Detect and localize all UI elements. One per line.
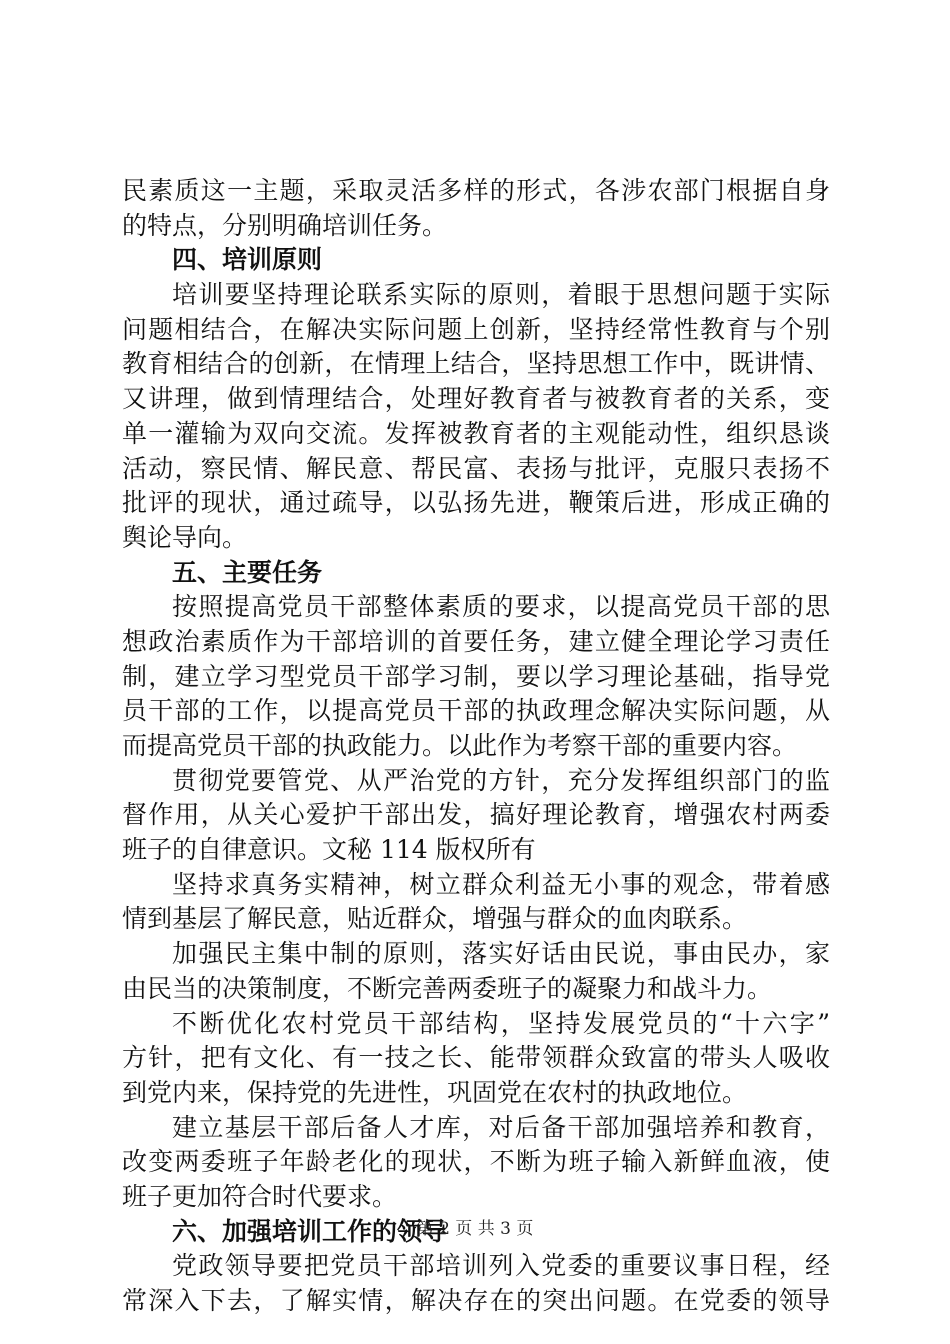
paragraph-line: 班子更加符合时代要求。 <box>122 1181 398 1211</box>
paragraph-line: 建立基层干部后备人才库，对后备干部加强培养和教育， <box>172 1112 830 1142</box>
paragraph-line: 按照提高党员干部整体素质的要求，以提高党员干部的思 <box>172 592 830 622</box>
paragraph-line: 培训要坚持理论联系实际的原则，着眼于思想问题于实际 <box>172 280 830 310</box>
paragraph-line: 常深入下去，了解实情，解决存在的突出问题。在党委的领导 <box>122 1286 830 1315</box>
paragraph-line: 又讲理，做到情理结合，处理好教育者与被教育者的关系，变 <box>122 384 830 414</box>
paragraph-line: 坚持求真务实精神，树立群众利益无小事的观念，带着感 <box>172 869 830 899</box>
paragraph-line: 的特点，分别明确培训任务。 <box>122 210 448 240</box>
paragraph-line: 党政领导要把党员干部培训列入党委的重要议事日程，经 <box>172 1251 830 1281</box>
paragraph-line: 而提高党员干部的执政能力。以此作为考察干部的重要内容。 <box>122 731 798 760</box>
paragraph-line: 不断优化农村党员干部结构，坚持发展党员的“十六字” <box>172 1008 830 1038</box>
section-heading: 五、主要任务 <box>172 557 323 587</box>
section-heading: 四、培训原则 <box>172 245 323 275</box>
paragraph-line: 加强民主集中制的原则，落实好话由民说，事由民办，家 <box>172 939 830 969</box>
paragraph-line: 制，建立学习型党员干部学习制，要以学习理论基础，指导党 <box>122 661 830 691</box>
paragraph-line: 贯彻党要管党、从严治党的方针，充分发挥组织部门的监 <box>172 765 830 795</box>
paragraph-line: 单一灌输为双向交流。发挥被教育者的主观能动性，组织恳谈 <box>122 418 830 448</box>
document-body <box>122 174 830 1319</box>
paragraph-line: 督作用，从关心爱护干部出发，搞好理论教育，增强农村两委 <box>122 800 830 830</box>
paragraph-line: 教育相结合的创新，在情理上结合，坚持思想工作中，既讲情、 <box>122 349 830 379</box>
paragraph-line: 活动，察民情、解民意、帮民富、表扬与批评，克服只表扬不 <box>122 453 830 483</box>
section-heading: 六、加强培训工作的领导 <box>172 1216 448 1246</box>
paragraph-line: 问题相结合，在解决实际问题上创新，坚持经常性教育与个别 <box>122 314 830 344</box>
paragraph-line: 民素质这一主题，采取灵活多样的形式，各涉农部门根据自身 <box>122 176 830 205</box>
paragraph-line: 舆论导向。 <box>122 522 248 552</box>
paragraph-line: 班子的自律意识。文秘 114 版权所有 <box>122 835 536 865</box>
paragraph-line: 批评的现状，通过疏导，以弘扬先进，鞭策后进，形成正确的 <box>122 488 830 518</box>
paragraph-line: 到党内来，保持党的先进性，巩固党在农村的执政地位。 <box>122 1077 748 1107</box>
paragraph-line: 想政治素质作为干部培训的首要任务，建立健全理论学习责任 <box>122 626 830 656</box>
paragraph-line: 情到基层了解民意，贴近群众，增强与群众的血肉联系。 <box>122 904 748 934</box>
page-footer: 第 2 页 共 3 页 <box>416 1219 534 1239</box>
paragraph-line: 员干部的工作，以提高党员干部的执政理念解决实际问题，从 <box>122 696 830 726</box>
paragraph-line: 改变两委班子年龄老化的现状，不断为班子输入新鲜血液，使 <box>122 1147 830 1177</box>
paragraph-line: 方针，把有文化、有一技之长、能带领群众致富的带头人吸收 <box>122 1043 830 1073</box>
paragraph-line: 由民当的决策制度，不断完善两委班子的凝聚力和战斗力。 <box>122 973 773 1003</box>
